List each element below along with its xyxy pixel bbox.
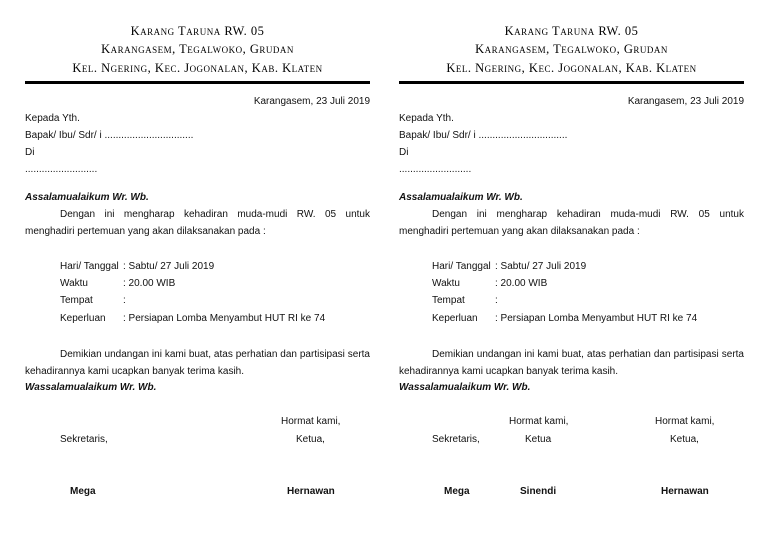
- detail-value: : 20.00 WIB: [123, 278, 176, 289]
- detail-value: :: [495, 295, 498, 306]
- recipient-line: Di: [399, 147, 409, 158]
- farewell: Wassalamualaikum Wr. Wb.: [399, 382, 531, 393]
- signature-title-chair: Ketua,: [670, 434, 699, 445]
- signature-name-secretary: Mega: [444, 486, 470, 497]
- signature-respect-middle: Hormat kami,: [509, 416, 569, 427]
- letterhead-divider: [399, 81, 744, 84]
- signature-title-middle: Ketua: [525, 434, 552, 445]
- recipient-line: Di: [25, 147, 35, 158]
- detail-label: Keperluan: [60, 313, 106, 324]
- greeting: Assalamualaikum Wr. Wb.: [399, 192, 523, 203]
- detail-label: Hari/ Tanggal: [432, 261, 491, 272]
- signature-title-chair: Ketua,: [296, 434, 325, 445]
- signature-name-chair: Hernawan: [661, 486, 709, 497]
- detail-label: Tempat: [432, 295, 465, 306]
- recipient-line: Kepada Yth.: [25, 113, 80, 124]
- recipient-line: Bapak/ Ibu/ Sdr/ i ................................: [25, 130, 194, 141]
- detail-label: Hari/ Tanggal: [60, 261, 119, 272]
- signature-respect: Hormat kami,: [655, 416, 715, 427]
- signature-title-secretary: Sekretaris,: [60, 434, 108, 445]
- letter-date: Karangasem, 23 Juli 2019: [253, 96, 370, 107]
- detail-value: : Persiapan Lomba Menyambut HUT RI ke 74: [495, 313, 698, 324]
- recipient-line: ..........................: [399, 164, 472, 175]
- detail-value: : Persiapan Lomba Menyambut HUT RI ke 74: [123, 313, 326, 324]
- signature-name-chair: Hernawan: [287, 486, 335, 497]
- detail-value: :: [123, 295, 126, 306]
- detail-label: Keperluan: [432, 313, 478, 324]
- letterhead-district: Kel. Ngering, Kec. Jogonalan, Kab. Klaten: [446, 61, 697, 75]
- detail-label: Tempat: [60, 295, 93, 306]
- signature-respect: Hormat kami,: [281, 416, 341, 427]
- invitation-letter-left: [25, 0, 370, 543]
- recipient-line: Kepada Yth.: [399, 113, 454, 124]
- farewell: Wassalamualaikum Wr. Wb.: [25, 382, 157, 393]
- letterhead-org-name: Karang Taruna RW. 05: [504, 24, 639, 38]
- closing-paragraph: Demikian undangan ini kami buat, atas perhatian dan partisipasi serta kehadirannya kami ucapkan banyak terima kasih.: [399, 349, 744, 377]
- letter-date: Karangasem, 23 Juli 2019: [627, 96, 744, 107]
- intro-paragraph: Dengan ini mengharap kehadiran muda-mudi RW. 05 untuk menghadiri pertemuan yang akan dilaksanakan pada :: [25, 209, 370, 237]
- detail-value: : Sabtu/ 27 Juli 2019: [123, 261, 215, 272]
- intro-paragraph: Dengan ini mengharap kehadiran muda-mudi RW. 05 untuk menghadiri pertemuan yang akan dilaksanakan pada :: [399, 209, 744, 237]
- signature-title-secretary: Sekretaris,: [432, 434, 480, 445]
- signature-name-middle: Sinendi: [520, 486, 557, 497]
- letterhead-divider: [25, 81, 370, 84]
- detail-label: Waktu: [60, 278, 88, 289]
- greeting: Assalamualaikum Wr. Wb.: [25, 192, 149, 203]
- detail-value: : 20.00 WIB: [495, 278, 548, 289]
- closing-paragraph: Demikian undangan ini kami buat, atas perhatian dan partisipasi serta kehadirannya kami ucapkan banyak terima kasih.: [25, 349, 370, 377]
- recipient-line: Bapak/ Ibu/ Sdr/ i ................................: [399, 130, 568, 141]
- detail-label: Waktu: [432, 278, 460, 289]
- signature-name-secretary: Mega: [70, 486, 96, 497]
- letterhead-district: Kel. Ngering, Kec. Jogonalan, Kab. Klaten: [72, 61, 323, 75]
- letterhead-address: Karangasem, Tegalwoko, Grudan: [101, 42, 294, 56]
- letterhead-address: Karangasem, Tegalwoko, Grudan: [475, 42, 668, 56]
- letterhead-org-name: Karang Taruna RW. 05: [130, 24, 265, 38]
- invitation-letter-right: [399, 0, 744, 543]
- recipient-line: ..........................: [25, 164, 98, 175]
- detail-value: : Sabtu/ 27 Juli 2019: [495, 261, 587, 272]
